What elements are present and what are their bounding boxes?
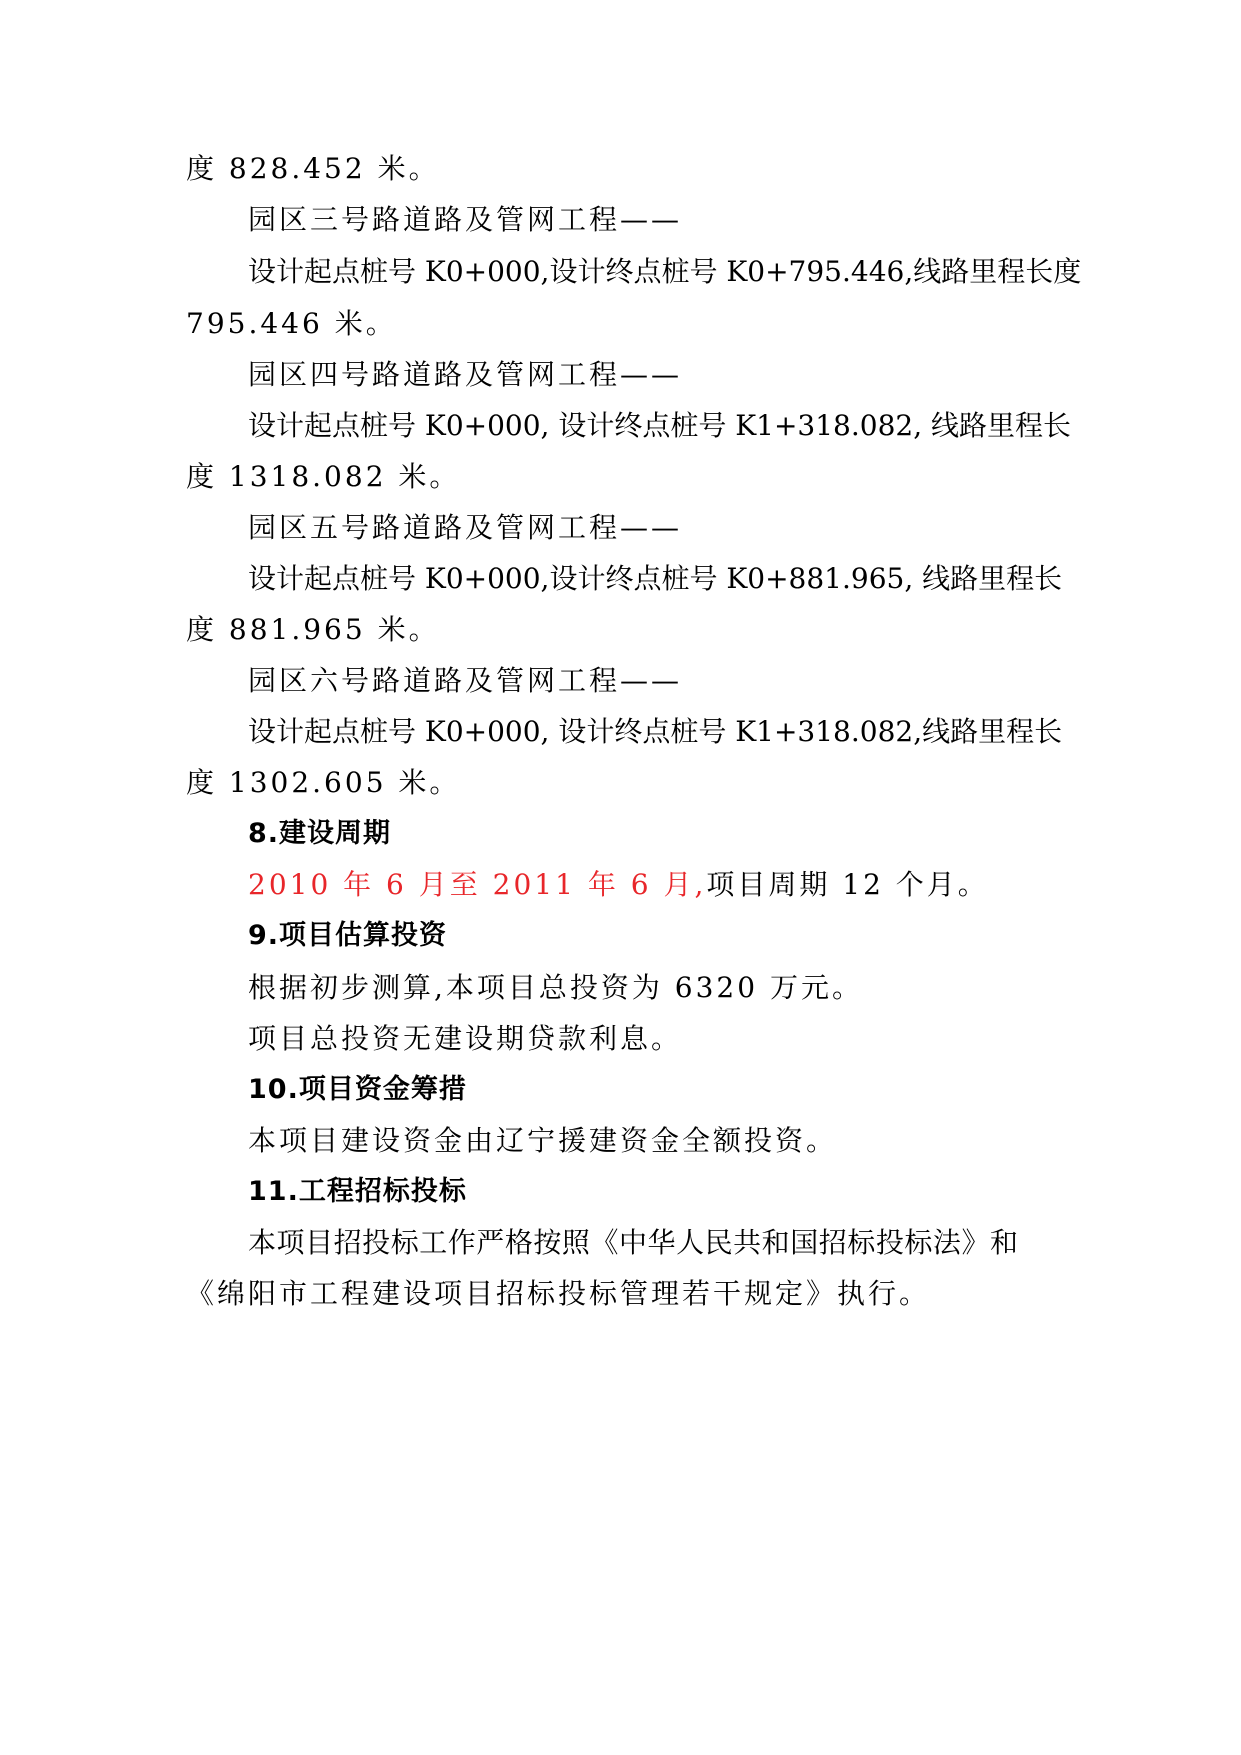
paragraph-line: 795.446 米。 [186, 307, 397, 340]
paragraph-line: 设计起点桩号 K0+000,设计终点桩号 K0+881.965, 线路里程长 [248, 562, 1063, 595]
schedule-line [248, 865, 989, 905]
schedule-duration: 项目周期 12 个月。 [706, 868, 989, 901]
paragraph-line: 设计起点桩号 K0+000, 设计终点桩号 K1+318.082,线路里程长 [248, 715, 1063, 748]
paragraph-line: 本项目招投标工作严格按照《中华人民共和国招标投标法》和 [248, 1226, 1018, 1259]
paragraph-line: 本项目建设资金由辽宁援建资金全额投资。 [248, 1124, 838, 1157]
section-label-road-4: 园区四号路道路及管网工程—— [248, 358, 683, 391]
paragraph-line: 度 1302.605 米。 [186, 766, 461, 799]
section-label-road-5: 园区五号路道路及管网工程—— [248, 511, 683, 544]
section-heading-10: 10.项目资金筹措 [248, 1074, 467, 1105]
section-heading-8: 8.建设周期 [248, 818, 392, 849]
paragraph-line: 度 828.452 米。 [186, 152, 440, 185]
section-heading-9: 9.项目估算投资 [248, 920, 448, 951]
paragraph-line: 设计起点桩号 K0+000, 设计终点桩号 K1+318.082, 线路里程长 [248, 409, 1072, 442]
paragraph-line: 度 1318.082 米。 [186, 460, 461, 493]
paragraph-line: 度 881.965 米。 [186, 613, 440, 646]
section-heading-11: 11.工程招标投标 [248, 1176, 467, 1207]
section-label-road-6: 园区六号路道路及管网工程—— [248, 664, 683, 697]
section-label-road-3: 园区三号路道路及管网工程—— [248, 203, 683, 236]
paragraph-line: 项目总投资无建设期贷款利息。 [248, 1022, 683, 1055]
paragraph-line: 设计起点桩号 K0+000,设计终点桩号 K0+795.446,线路里程长度 [248, 255, 1082, 288]
schedule-dates-highlight: 2010 年 6 月至 2011 年 6 月, [248, 868, 707, 901]
paragraph-line: 《绵阳市工程建设项目招标投标管理若干规定》执行。 [186, 1277, 931, 1310]
paragraph-line: 根据初步测算,本项目总投资为 6320 万元。 [248, 971, 863, 1004]
